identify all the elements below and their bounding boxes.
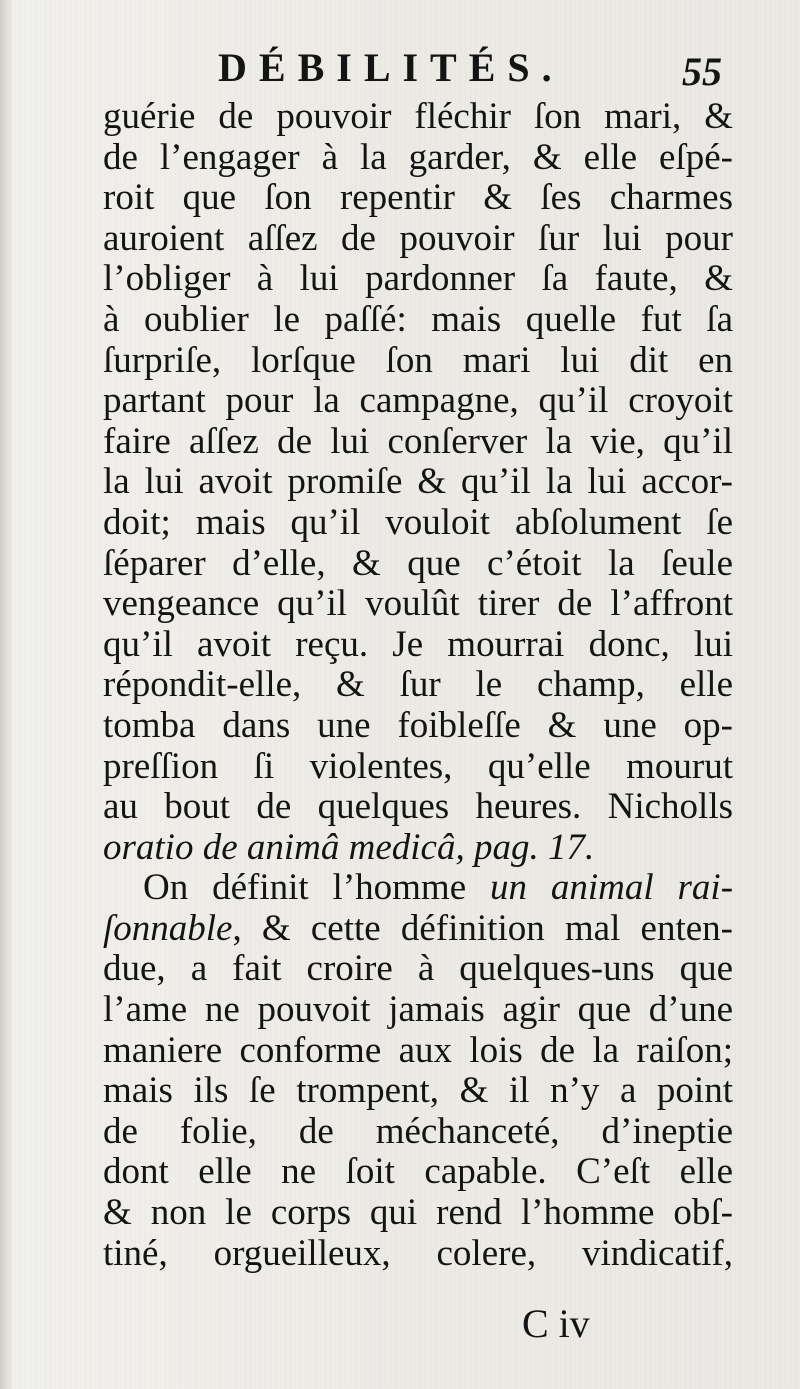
signature-mark: C iv — [522, 1301, 590, 1346]
text-line: guérie de pouvoir fléchir ſon mari, & — [103, 96, 733, 137]
text-line: au bout de quelques heures. Nicholls — [103, 786, 733, 828]
paragraph-first-line — [103, 868, 733, 909]
page-number: 55 — [682, 49, 722, 94]
text-line: ſéparer d’elle, & que c’étoit la ſeule — [103, 542, 733, 584]
text-line: qu’il avoit reçu. Je mourrai donc, lui — [103, 623, 733, 665]
gutter-shadow — [0, 0, 14, 1389]
text-line: due, a fait croire à quelques-uns que — [103, 948, 733, 990]
text-line: partant pour la campagne, qu’il croyoit — [103, 380, 733, 422]
text-line: vengeance qu’il voulût tirer de l’affront — [103, 583, 733, 625]
text-line: dont elle ne ſoit capable. C’eſt elle — [103, 1151, 733, 1193]
roman-run: , & cette définition mal enten- — [232, 907, 733, 949]
roman-run: On définit l’homme — [143, 867, 467, 909]
running-head: DÉBILITÉS. — [218, 45, 564, 90]
text-line: l’obliger à lui pardonner ſa faute, & — [103, 258, 733, 300]
text-line: doit; mais qu’il vouloit abſolument ſe — [103, 501, 733, 543]
text-line: & non le corps qui rend l’homme obſ- — [103, 1192, 733, 1234]
body-text — [103, 97, 733, 1274]
text-line: de folie, de méchanceté, d’ineptie — [103, 1110, 733, 1152]
text-line: tiné, orgueilleux, colere, vindicatif, — [103, 1232, 733, 1274]
text-line: mais ils ſe trompent, & il n’y a point — [103, 1070, 733, 1112]
text-line: maniere conforme aux lois de la raiſon; — [103, 1029, 733, 1071]
text-line: ſurpriſe, lorſque ſon mari lui dit en — [103, 339, 733, 381]
text-line — [103, 909, 733, 950]
text-line: l’ame ne pouvoit jamais agir que d’une — [103, 989, 733, 1031]
text-line: à oublier le paſſé: mais quelle fut ſa — [103, 298, 733, 340]
text-line: roit que ſon repentir & ſes charmes — [103, 177, 733, 219]
text-line: faire aſſez de lui conſerver la vie, qu’il — [103, 420, 733, 462]
text-line: répondit-elle, & ſur le champ, elle — [103, 664, 733, 706]
citation-line: oratio de animâ medicâ, pag. 17. — [103, 826, 595, 868]
italic-run: un animal rai- — [490, 867, 734, 909]
text-line: preſſion ſi violentes, qu’elle mourut — [103, 745, 733, 787]
text-line: auroient aſſez de pouvoir ſur lui pour — [103, 217, 733, 259]
italic-run: ſonnable — [103, 907, 233, 949]
text-line: de l’engager à la garder, & elle eſpé- — [103, 136, 733, 178]
text-line: la lui avoit promiſe & qu’il la lui accor- — [103, 461, 733, 503]
text-line: tomba dans une foibleſſe & une op- — [103, 704, 733, 746]
